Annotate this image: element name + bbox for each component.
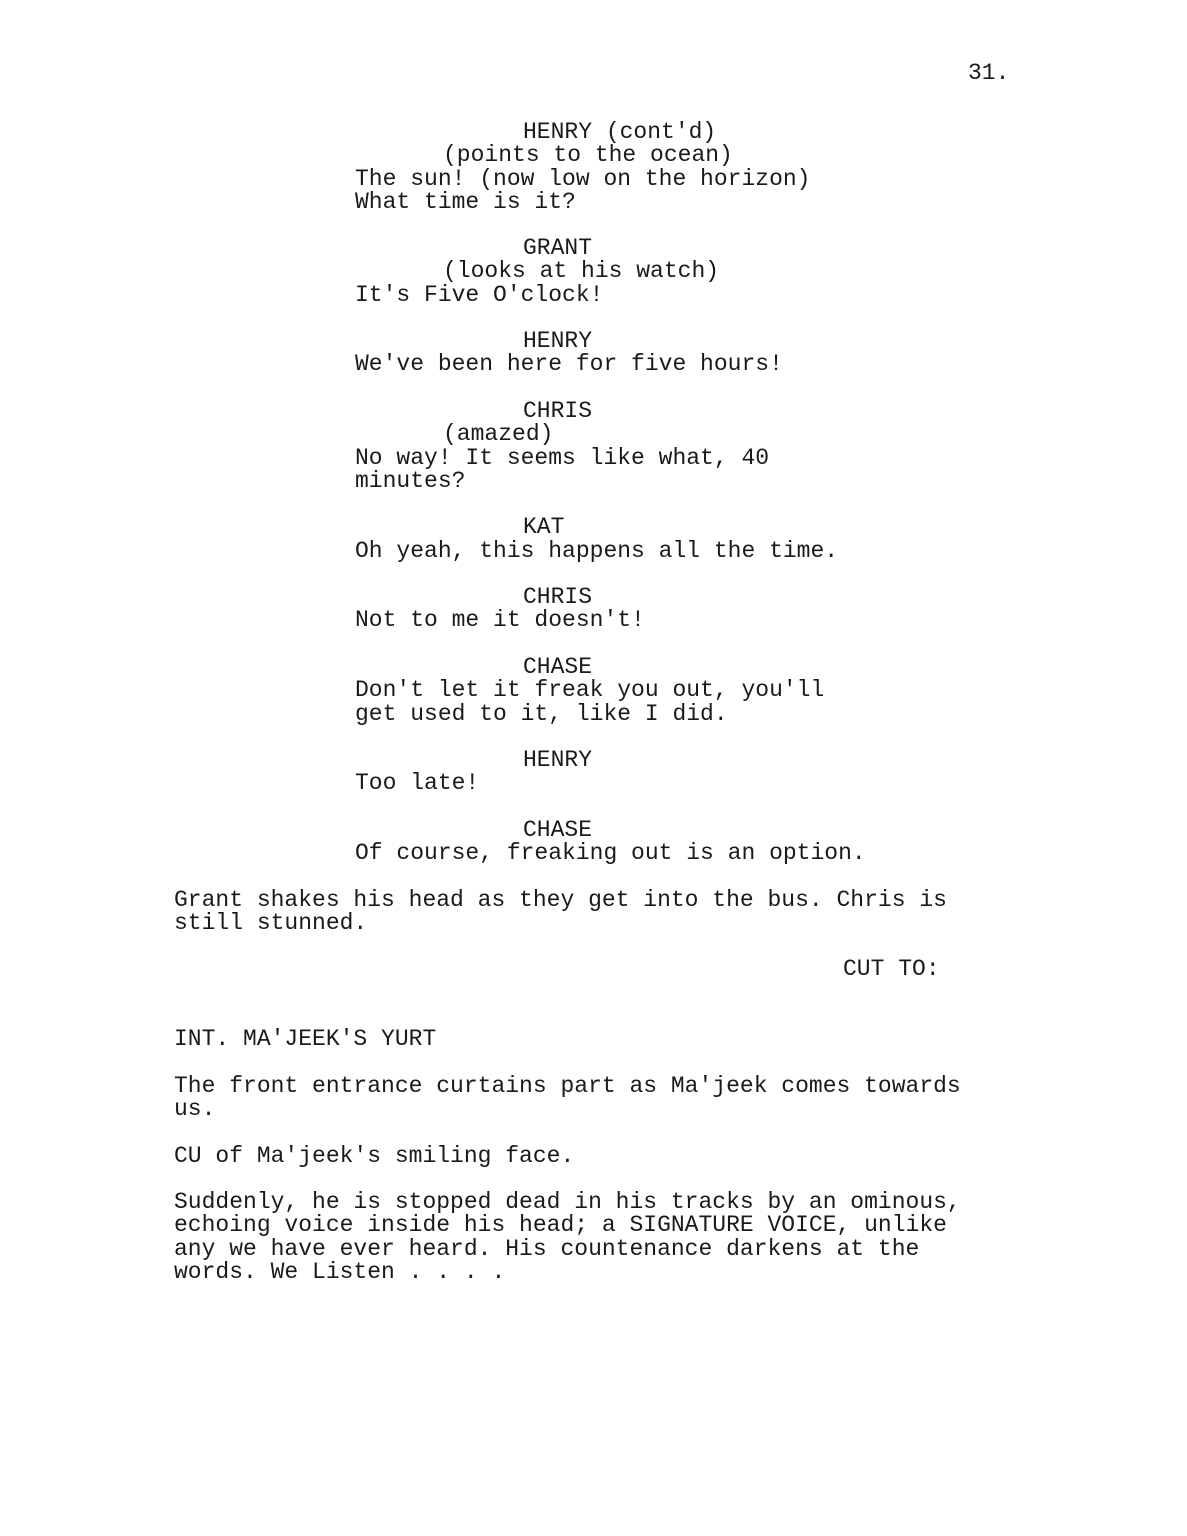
action-line: The front entrance curtains part as Ma'jeek comes towards	[174, 1073, 961, 1099]
action-line: CU of Ma'jeek's smiling face.	[174, 1143, 575, 1169]
dialogue-line: It's Five O'clock!	[355, 282, 604, 308]
parenthetical: (amazed)	[443, 421, 554, 447]
character-name: KAT	[523, 514, 565, 540]
action-line: still stunned.	[174, 910, 368, 936]
action-line: any we have ever heard. His countenance darkens at the	[174, 1236, 920, 1262]
dialogue-line: Don't let it freak you out, you'll	[355, 677, 825, 703]
character-name: CHRIS	[523, 398, 593, 424]
action-line: Grant shakes his head as they get into the bus. Chris is	[174, 887, 947, 913]
page-number: 31.	[968, 60, 1010, 86]
dialogue-line: No way! It seems like what, 40	[355, 445, 770, 471]
parenthetical: (points to the ocean)	[443, 142, 733, 168]
character-name: HENRY	[523, 747, 593, 773]
character-name: CHRIS	[523, 584, 593, 610]
action-line: words. We Listen . . . .	[174, 1259, 506, 1285]
action-line: us.	[174, 1096, 216, 1122]
dialogue-line: What time is it?	[355, 189, 576, 215]
character-name: HENRY	[523, 328, 593, 354]
action-line: echoing voice inside his head; a SIGNATURE VOICE, unlike	[174, 1212, 947, 1238]
character-name: CHASE	[523, 817, 593, 843]
dialogue-line: Too late!	[355, 770, 480, 796]
dialogue-line: Not to me it doesn't!	[355, 607, 645, 633]
dialogue-line: Oh yeah, this happens all the time.	[355, 538, 839, 564]
scene-heading: INT. MA'JEEK'S YURT	[174, 1026, 437, 1052]
dialogue-line: minutes?	[355, 468, 466, 494]
character-name: CHASE	[523, 654, 593, 680]
dialogue-line: get used to it, like I did.	[355, 701, 728, 727]
dialogue-line: Of course, freaking out is an option.	[355, 840, 866, 866]
parenthetical: (looks at his watch)	[443, 258, 720, 284]
transition: CUT TO:	[843, 956, 940, 982]
character-name: HENRY (cont'd)	[523, 119, 717, 145]
character-name: GRANT	[523, 235, 593, 261]
dialogue-line: The sun! (now low on the horizon)	[355, 166, 811, 192]
action-line: Suddenly, he is stopped dead in his tracks by an ominous,	[174, 1189, 961, 1215]
dialogue-line: We've been here for five hours!	[355, 351, 783, 377]
